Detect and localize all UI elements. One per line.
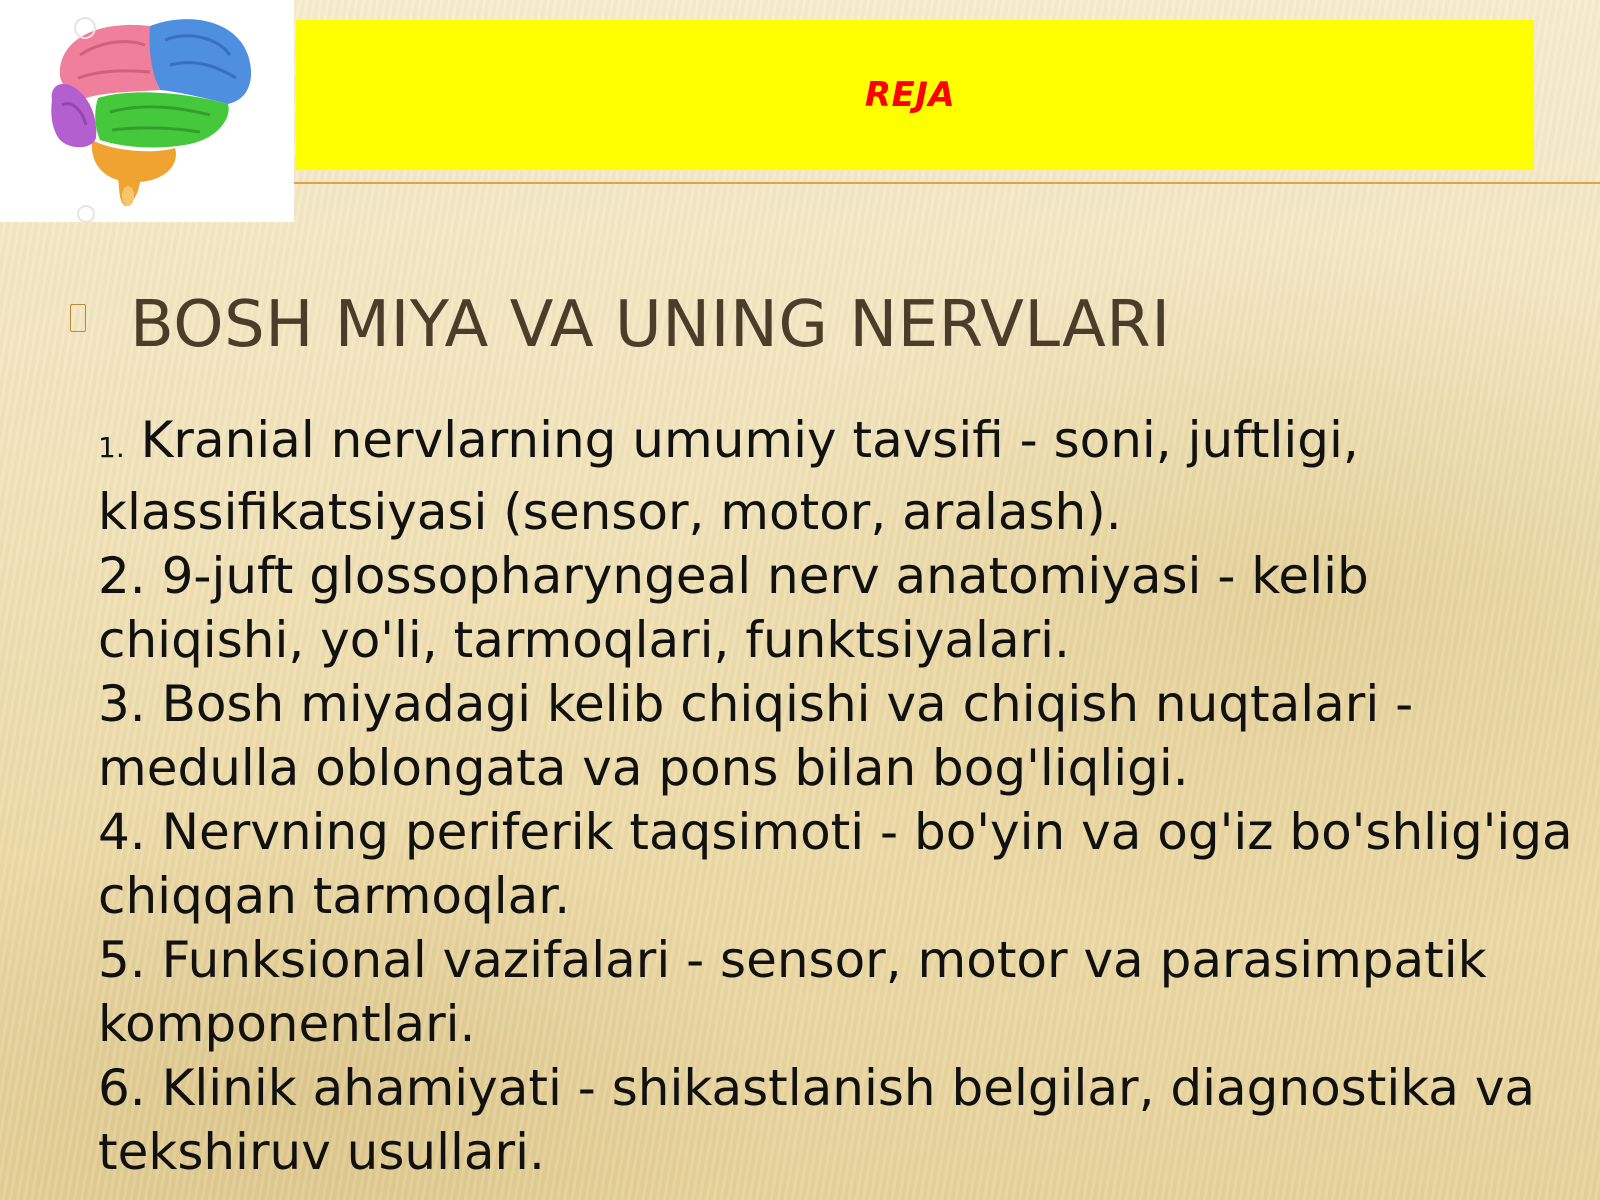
brain-illustration xyxy=(0,0,294,222)
list-item-number: 2. xyxy=(98,547,146,605)
heading-row xyxy=(70,288,1171,362)
list-item-text: Kranial nervlarning umumiy tavsifi - soni, juftligi, klassifikatsiyasi (sensor, motor, aralash). xyxy=(98,411,1359,541)
list-item-text: Nervning periferik taqsimoti - bo'yin va og'iz bo'shlig'iga chiqqan tarmoqlar. xyxy=(98,803,1573,925)
list-item-number: 5. xyxy=(98,931,146,989)
list-item-text: Bosh miyadagi kelib chiqishi va chiqish nuqtalari - medulla oblongata va pons bilan bog'liqligi. xyxy=(98,675,1414,797)
list-item xyxy=(98,672,1578,800)
title-bar xyxy=(296,20,1534,170)
list-item xyxy=(98,408,1578,544)
list-item-text: Funksional vazifalari - sensor, motor va parasimpatik komponentlari. xyxy=(98,931,1487,1053)
list-item-number: 3. xyxy=(98,675,146,733)
list-item-text: Klinik ahamiyati - shikastlanish belgilar, diagnostika va tekshiruv usullari. xyxy=(98,1059,1536,1181)
list-item xyxy=(98,800,1578,928)
topic-list xyxy=(98,408,1578,1184)
list-item xyxy=(98,928,1578,1056)
title-divider xyxy=(294,182,1600,184)
brain-image xyxy=(0,0,294,222)
list-item xyxy=(98,1056,1578,1184)
list-item-number: 4. xyxy=(98,803,146,861)
list-item-text: 9-juft glossopharyngeal nerv anatomiyasi - kelib chiqishi, yo'li, tarmoqlari, funktsiyalari. xyxy=(98,547,1369,669)
slide-heading: BOSH MIYA VA UNING NERVLARI xyxy=(130,288,1171,362)
list-item-number: 6. xyxy=(98,1059,146,1117)
square-bullet-icon xyxy=(70,304,86,332)
list-item-number: 1. xyxy=(98,431,125,464)
slide-title: REJA xyxy=(864,75,956,115)
list-item xyxy=(98,544,1578,672)
